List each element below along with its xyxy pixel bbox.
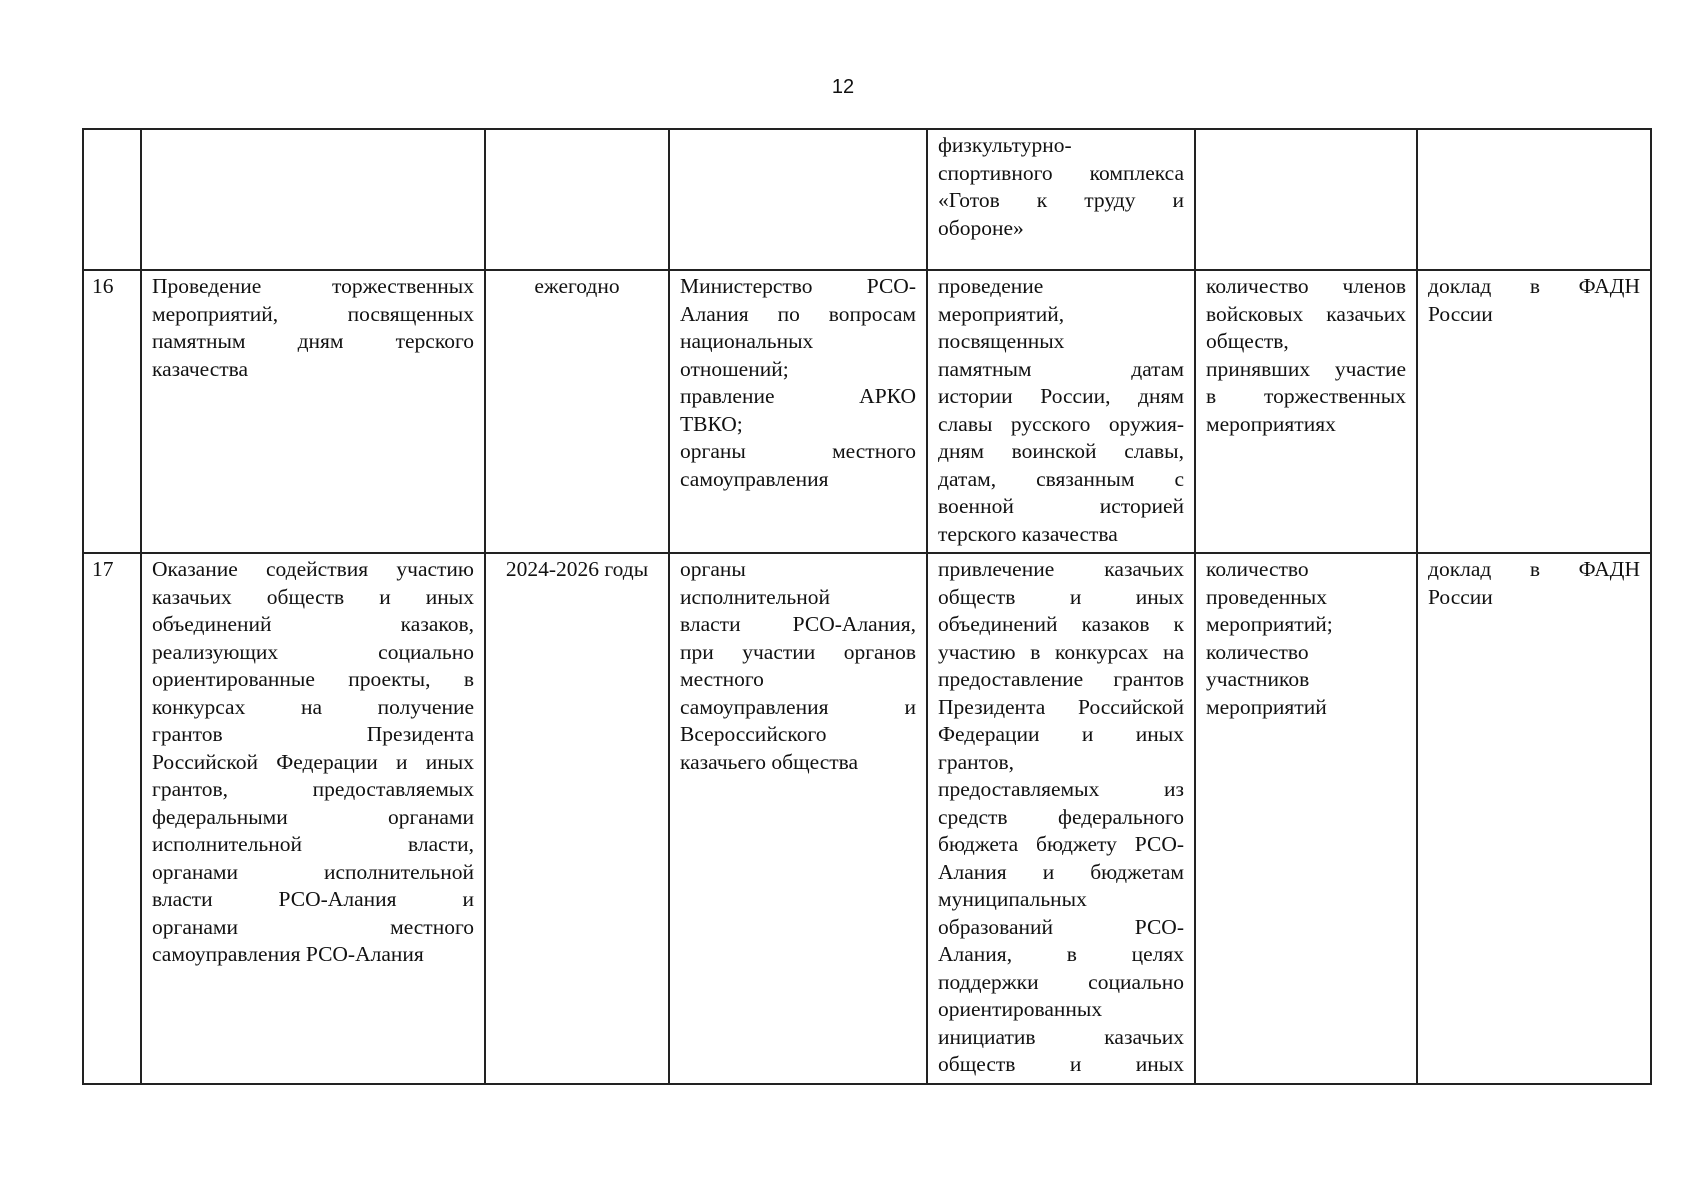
cell-executor bbox=[669, 129, 927, 270]
cell-line: грантов, предоставляемых bbox=[152, 777, 474, 801]
cell-line: самоуправления РСО-Алания bbox=[152, 942, 424, 966]
cell-line: ТВКО; bbox=[680, 411, 743, 436]
cell-line: инициатив казачьих bbox=[938, 1024, 1184, 1049]
cell-event bbox=[141, 129, 485, 270]
cell-line: Президента Российской bbox=[938, 694, 1184, 719]
cell-line: местного bbox=[680, 667, 764, 691]
cell-line: муниципальных bbox=[938, 887, 1087, 911]
cell-line: доклад в ФАДН bbox=[1428, 557, 1640, 581]
cell-number: 16 bbox=[83, 270, 141, 553]
cell-line: предоставляемых из bbox=[938, 777, 1184, 801]
cell-line: предоставление грантов bbox=[938, 667, 1184, 691]
cell-line: Алания по вопросам bbox=[680, 301, 916, 326]
cell-line: органы местного bbox=[680, 439, 916, 463]
measures-table bbox=[82, 128, 1652, 1085]
cell-line: Оказание содействия участию bbox=[152, 557, 474, 581]
table-row bbox=[83, 270, 1651, 553]
cell-line: самоуправления bbox=[680, 466, 829, 491]
cell-line: памятным датам bbox=[938, 356, 1184, 381]
cell-line: правление АРКО bbox=[680, 384, 916, 408]
cell-report bbox=[1417, 553, 1651, 1084]
cell-line: обороне» bbox=[938, 215, 1024, 240]
cell-line: объединений казаков, bbox=[152, 612, 474, 636]
cell-line: органы bbox=[680, 557, 746, 581]
cell-line: участию в конкурсах на bbox=[938, 639, 1184, 664]
cell-line: мероприятий, bbox=[938, 301, 1065, 326]
cell-number bbox=[83, 129, 141, 270]
cell-line: мероприятий, посвященных bbox=[152, 301, 474, 326]
cell-line: национальных bbox=[680, 329, 814, 353]
cell-line: ориентированных bbox=[938, 997, 1103, 1021]
cell-event bbox=[141, 270, 485, 553]
cell-line: образований РСО- bbox=[938, 914, 1184, 939]
cell-line: Российской Федерации и иных bbox=[152, 749, 474, 774]
cell-line: Проведение торжественных bbox=[152, 274, 474, 298]
cell-line: средств федерального bbox=[938, 804, 1184, 829]
cell-line: «Готов к труду и bbox=[938, 188, 1184, 212]
table-row bbox=[83, 553, 1651, 1084]
cell-line: Алания, в целях bbox=[938, 942, 1184, 966]
cell-line: при участии органов bbox=[680, 639, 916, 664]
cell-line: военной историей bbox=[938, 494, 1184, 518]
cell-line: конкурсах на получение bbox=[152, 694, 474, 719]
cell-line: датам, связанным с bbox=[938, 466, 1184, 491]
cell-line: поддержки социально bbox=[938, 969, 1184, 994]
cell-line: казачьего общества bbox=[680, 749, 859, 774]
cell-line: привлечение казачьих bbox=[938, 557, 1184, 581]
cell-line: мероприятий; bbox=[1206, 612, 1333, 636]
cell-line: ориентированные проекты, в bbox=[152, 667, 474, 691]
cell-line: бюджета бюджету РСО- bbox=[938, 832, 1184, 856]
cell-line: казачества bbox=[152, 356, 249, 381]
cell-line: памятным дням терского bbox=[152, 329, 474, 353]
cell-line: реализующих социально bbox=[152, 639, 474, 664]
cell-report bbox=[1417, 270, 1651, 553]
cell-line: дням воинской славы, bbox=[938, 439, 1184, 463]
cell-line: посвященных bbox=[938, 329, 1065, 353]
cell-number: 17 bbox=[83, 553, 141, 1084]
cell-line: отношений; bbox=[680, 356, 789, 381]
cell-line: обществ и иных bbox=[938, 1052, 1184, 1076]
cell-line: власти РСО-Алания и bbox=[152, 887, 474, 911]
cell-indicator bbox=[1195, 270, 1417, 553]
cell-line: обществ, bbox=[1206, 329, 1289, 353]
cell-term: ежегодно bbox=[485, 270, 669, 553]
page-number: 12 bbox=[831, 76, 855, 98]
cell-line: количество членов bbox=[1206, 274, 1406, 298]
table-row bbox=[83, 129, 1651, 270]
cell-result bbox=[927, 129, 1195, 270]
cell-line: мероприятий bbox=[1206, 694, 1327, 719]
cell-line: славы русского оружия- bbox=[938, 411, 1184, 436]
cell-line: физкультурно- bbox=[938, 133, 1072, 157]
cell-line: грантов, bbox=[938, 749, 1015, 774]
cell-line: мероприятиях bbox=[1206, 411, 1336, 436]
cell-executor bbox=[669, 270, 927, 553]
cell-line: Министерство РСО- bbox=[680, 274, 916, 298]
cell-line: Федерации и иных bbox=[938, 722, 1184, 746]
cell-line: России bbox=[1428, 584, 1493, 609]
cell-event bbox=[141, 553, 485, 1084]
cell-line: Всероссийского bbox=[680, 722, 827, 746]
cell-line: самоуправления и bbox=[680, 694, 916, 719]
cell-line: казачьих обществ и иных bbox=[152, 584, 474, 609]
cell-executor bbox=[669, 553, 927, 1084]
cell-line: органами исполнительной bbox=[152, 859, 474, 884]
cell-line: истории России, дням bbox=[938, 384, 1184, 408]
cell-line: проведенных bbox=[1206, 584, 1327, 609]
cell-indicator bbox=[1195, 129, 1417, 270]
cell-line: проведение bbox=[938, 274, 1044, 298]
cell-indicator bbox=[1195, 553, 1417, 1084]
cell-line: войсковых казачьих bbox=[1206, 301, 1406, 326]
cell-line: терского казачества bbox=[938, 521, 1118, 546]
cell-result bbox=[927, 553, 1195, 1084]
cell-line: России bbox=[1428, 301, 1493, 326]
cell-line: грантов Президента bbox=[152, 722, 474, 746]
cell-line: участников bbox=[1206, 667, 1310, 691]
cell-line: власти РСО-Алания, bbox=[680, 612, 916, 636]
cell-line: объединений казаков к bbox=[938, 612, 1184, 636]
cell-line: исполнительной bbox=[680, 584, 830, 609]
cell-term: 2024-2026 годы bbox=[485, 553, 669, 1084]
cell-line: в торжественных bbox=[1206, 384, 1406, 408]
cell-term bbox=[485, 129, 669, 270]
cell-line: органами местного bbox=[152, 914, 474, 939]
cell-line: доклад в ФАДН bbox=[1428, 274, 1640, 298]
cell-line: исполнительной власти, bbox=[152, 832, 474, 856]
cell-line: обществ и иных bbox=[938, 584, 1184, 609]
cell-line: федеральными органами bbox=[152, 804, 474, 829]
cell-line: количество bbox=[1206, 557, 1309, 581]
cell-report bbox=[1417, 129, 1651, 270]
cell-line: принявших участие bbox=[1206, 356, 1406, 381]
cell-line: Алания и бюджетам bbox=[938, 859, 1184, 884]
cell-result bbox=[927, 270, 1195, 553]
cell-line: спортивного комплекса bbox=[938, 160, 1184, 185]
cell-line: количество bbox=[1206, 639, 1309, 664]
